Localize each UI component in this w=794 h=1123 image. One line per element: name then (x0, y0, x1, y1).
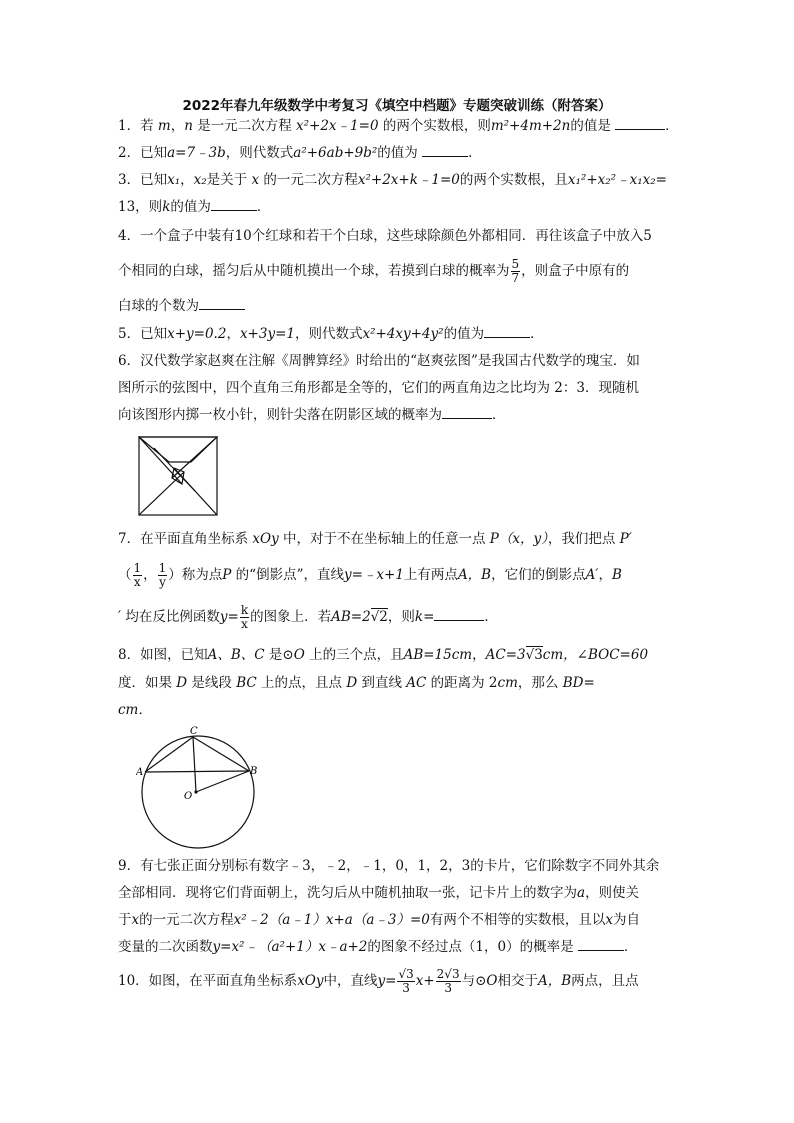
radius-oc (193, 737, 196, 792)
question-8-line-1: 8．如图，已知A、B、C 是⊙O 上的三个点，且AB=15cm，AC=3√3cm，∠BOC=60 (118, 647, 649, 663)
chord-cb (193, 737, 249, 771)
question-9-line-4: 变量的二次函数y=x²﹣（a²+1）x﹣a+2的图象不经过点（1，0）的概率是 ． (118, 939, 638, 955)
page-title: 2022年春九年级数学中考复习《填空中档题》专题突破训练（附答案） (182, 98, 612, 114)
answer-blank (199, 297, 245, 310)
radius-ob (196, 771, 249, 792)
answer-blank (484, 325, 530, 338)
fraction: $\frac{1}{x}$ (133, 561, 142, 589)
question-10-line-1: 10．如图，在平面直角坐标系xOy中，直线y= $\frac{√3}{3}$ x+ $\frac{2√3}{3}$ 与⊙O相交于A，B两点，且点 (118, 967, 639, 995)
question-9-line-2: 全部相同．现将它们背面朝上，洗匀后从中随机抽取一张，记卡片上的数字为a，则使关 (118, 885, 640, 901)
sqrt-sign: √2 (370, 609, 388, 625)
question-7-line-2: （ $\frac{1}{x}$ ， $\frac{1}{y}$ ）称为点P 的“倒影点”，直线y=﹣x+1上有两点A，B，它们的倒影点A′，B (118, 561, 622, 589)
answer-blank (211, 198, 257, 211)
question-6-line-3: 向该图形内掷一枚小针，则针尖落在阴影区域的概率为 ． (118, 407, 506, 423)
zhao-shuang-diagram (138, 436, 220, 518)
circle-o (142, 736, 254, 848)
question-8-line-2: 度．如果 D 是线段 BC 上的点，且点 D 到直线 AC 的距离为 2cm，那么 BD= (118, 675, 595, 691)
answer-blank (422, 144, 468, 157)
label-a: A (136, 767, 144, 778)
question-4-line-1: 4．一个盒子中装有10个红球和若干个白球，这些球除颜色外都相同．再往该盒子中放入5 (118, 228, 652, 244)
fraction: $\frac{√3}{3}$ (398, 967, 414, 995)
question-7-line-3: ′ 均在反比例函数y= $\frac{k}{x}$ 的图象上．若AB=2√2，则k= ． (118, 603, 498, 631)
answer-blank (434, 608, 484, 621)
fraction: $\frac{1}{y}$ (158, 561, 167, 589)
question-3-line-1: 3．已知x₁，x₂是关于 x 的一元二次方程x²+2x+k﹣1=0的两个实数根，且x₁²+x₂²﹣x₁x₂= (118, 172, 667, 188)
label-o: O (184, 791, 193, 802)
question-9-line-1: 9．有七张正面分别标有数字﹣3，﹣2，﹣1，0，1，2，3的卡片，它们除数字不同外其余 (118, 858, 660, 874)
circle-figure (136, 722, 266, 850)
question-2: 2．已知a=7﹣3b，则代数式a²+6ab+9b²的值为 ． (118, 145, 482, 161)
question-9-line-3: 于x的一元二次方程x²﹣2（a﹣1）x+a（a﹣3）=0有两个不相等的实数根，且以x为自 (118, 912, 641, 928)
question-6-line-2: 图所示的弦图中，四个直角三角形都是全等的，它们的两直角边之比均为 2：3．现随机 (118, 380, 639, 396)
fraction: $\frac{5}{7}$ (511, 257, 520, 285)
question-5: 5．已知x+y=0.2，x+3y=1，则代数式x²+4xy+4y²的值为 ． (118, 326, 544, 342)
question-6-line-1: 6．汉代数学家赵爽在注解《周髀算经》时给出的“赵爽弦图”是我国古代数学的瑰宝．如 (118, 353, 640, 369)
chord-ab (145, 771, 249, 772)
label-c: C (190, 726, 198, 737)
question-7-line-1: 7．在平面直角坐标系 xOy 中，对于不在坐标轴上的任意一点 P（x，y），我们把点 P′ (118, 531, 632, 547)
answer-blank (578, 938, 624, 951)
question-3-line-2: 13，则k的值为 ． (118, 199, 271, 215)
answer-blank (615, 117, 665, 130)
chord-ac (145, 737, 193, 772)
question-8-line-3: cm． (118, 702, 152, 718)
answer-blank (442, 406, 492, 419)
fraction: $\frac{2√3}{3}$ (436, 967, 460, 995)
fraction: $\frac{k}{x}$ (240, 603, 249, 631)
question-1: 1．若 m，n 是一元二次方程 x²+2x﹣1=0 的两个实数根，则m²+4m+2n的值是 ． (118, 118, 679, 134)
question-4-line-2: 个相同的白球，摇匀后从中随机摸出一个球，若摸到白球的概率为 $\frac{5}{7}$ ，则盒子中原有的 (118, 257, 630, 285)
question-4-line-3: 白球的个数为 (118, 297, 678, 315)
label-b: B (250, 766, 258, 777)
